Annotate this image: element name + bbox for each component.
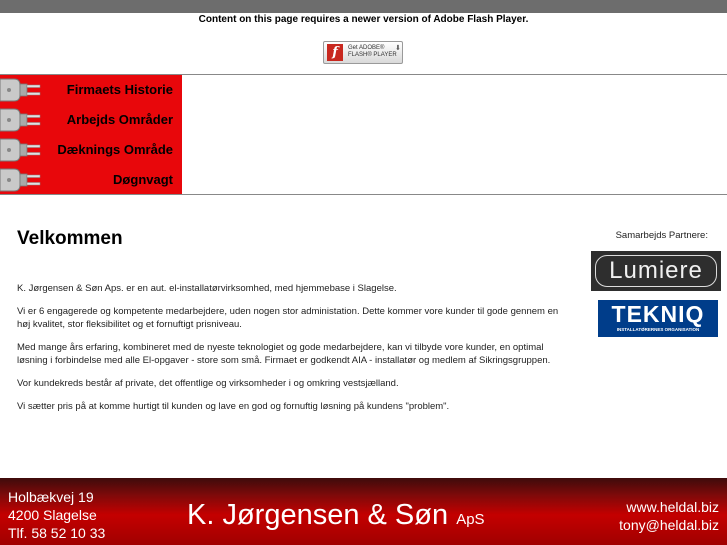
tekniq-logo-subtitle: INSTALLATØRERNES ORGANISATION — [616, 327, 700, 332]
experience-paragraph: Med mange års erfaring, kombineret med de nyeste teknologiet og gode medarbejdere, kan vi tilbyde vore kunder, en optimal løsning i forbindelse med alle El-opgaver - store som små. Firmaet er godkendt AIA - installatør og medlem af Sikringsgruppen. — [17, 342, 551, 366]
nav-item-daeknings-omrade[interactable] — [0, 135, 182, 165]
nav-bottom-divider — [0, 194, 727, 195]
company-name: K. Jørgensen & Søn — [187, 499, 449, 531]
main-content — [17, 225, 572, 423]
footer-contact — [619, 498, 719, 534]
service-paragraph: Vi sætter pris på at komme hurtigt til kunden og lave en god og fornuftig løsning på kundens "problem". — [17, 401, 450, 412]
main-nav — [0, 75, 182, 194]
nav-item-dognvagt[interactable] — [0, 165, 182, 195]
nav-item-label: Døgnvagt — [113, 172, 173, 187]
footer-address — [8, 488, 105, 542]
website-link[interactable]: www.heldal.biz — [626, 499, 719, 515]
address-phone: Tlf. 58 52 10 33 — [8, 525, 106, 541]
nav-item-arbejds-omrader[interactable] — [0, 105, 182, 135]
electric-plug-icon — [0, 107, 42, 133]
tekniq-logo-text: TEKNIQ — [611, 301, 705, 327]
nav-item-firmaets-historie[interactable] — [0, 75, 182, 105]
company-suffix: ApS — [456, 511, 485, 528]
lumiere-logo-text: Lumiere — [609, 257, 703, 284]
intro-paragraph: K. Jørgensen & Søn Aps. er en aut. el-installatørvirksomhed, med hjemmebase i Slagelse. — [17, 283, 397, 294]
electric-plug-icon — [0, 137, 42, 163]
flash-badge-line2: FLASH® PLAYER — [348, 52, 397, 58]
download-arrow-icon: ⬇ — [395, 45, 401, 52]
top-bar — [0, 0, 727, 13]
get-flash-player-button[interactable] — [323, 41, 403, 64]
electric-plug-icon — [0, 167, 42, 193]
nav-item-label: Arbejds Områder — [66, 112, 173, 127]
nav-item-label: Firmaets Historie — [66, 82, 173, 97]
flash-logo-icon: f — [327, 44, 343, 61]
nav-item-label: Dæknings Område — [57, 142, 173, 157]
partners-label: Samarbejds Partnere: — [615, 230, 708, 241]
customers-paragraph: Vor kundekreds består af private, det offentlige og virksomheder i og omkring vestsjælland. — [17, 378, 399, 389]
footer-company-name — [187, 498, 485, 537]
address-city: 4200 Slagelse — [8, 507, 97, 523]
email-link[interactable]: tony@heldal.biz — [619, 517, 719, 533]
flash-required-message: Content on this page requires a newer version of Adobe Flash Player. — [198, 14, 529, 25]
tekniq-partner-logo[interactable] — [598, 300, 718, 337]
page-title: Velkommen — [17, 228, 123, 249]
electric-plug-icon — [0, 77, 42, 103]
employees-paragraph: Vi er 6 engagerede og kompetente medarbejdere, uden nogen stor administation. Dette kommer vore kunder til gode gennem en høj kvalitet, stor fleksibilitet og et fornuftigt prisniveau. — [17, 306, 559, 330]
address-street: Holbækvej 19 — [8, 489, 94, 505]
flash-badge-line1: Get ADOBE® — [348, 45, 385, 51]
lumiere-partner-logo[interactable] — [591, 251, 721, 291]
footer — [0, 478, 727, 545]
